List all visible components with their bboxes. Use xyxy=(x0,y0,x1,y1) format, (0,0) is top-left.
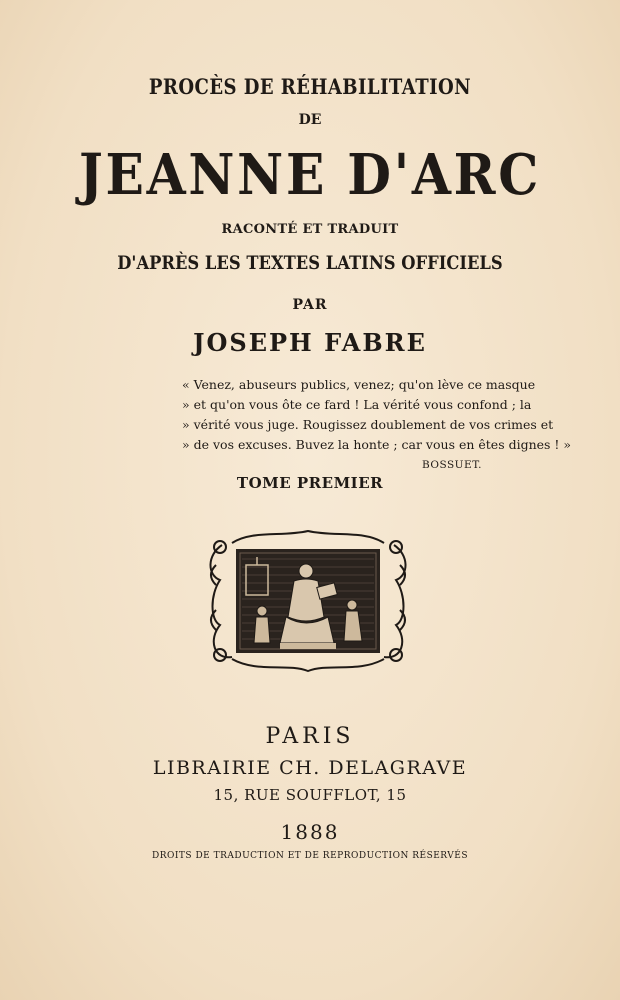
title-line-proces: PROCÈS DE RÉHABILITATION xyxy=(148,74,472,99)
imprint-year: 1888 xyxy=(280,820,340,844)
epigraph xyxy=(182,375,572,475)
imprint-address: 15, RUE SOUFFLOT, 15 xyxy=(213,786,407,804)
epigraph-line: » et qu'on vous ôte ce fard ! La vérité vous confond ; la xyxy=(182,397,532,412)
imprint-city: PARIS xyxy=(265,724,355,749)
imprint-rights: DROITS DE TRADUCTION ET DE REPRODUCTION RÉSERVÉS xyxy=(151,851,468,861)
subtitle-raconte: RACONTÉ ET TRADUIT xyxy=(221,222,399,237)
epigraph-line: » vérité vous juge. Rougissez doublement de vos crimes et xyxy=(182,417,554,432)
imprint-publisher: LIBRAIRIE CH. DELAGRAVE xyxy=(152,757,468,779)
author-name: JOSEPH FABRE xyxy=(193,328,427,357)
main-title: JEANNE D'ARC xyxy=(78,142,542,208)
epigraph-attribution: BOSSUET. xyxy=(421,459,482,471)
by-label: PAR xyxy=(292,297,328,313)
epigraph-line: » de vos excuses. Buvez la honte ; car vous en êtes dignes ! » xyxy=(182,437,572,452)
printer-device-engraving-icon xyxy=(202,525,414,675)
subtitle-dapres: D'APRÈS LES TEXTES LATINS OFFICIELS xyxy=(117,252,503,274)
epigraph-line: « Venez, abuseurs publics, venez; qu'on lève ce masque xyxy=(182,377,536,392)
volume-label: TOME PREMIER xyxy=(236,474,384,492)
title-line-de: DE xyxy=(298,112,322,128)
